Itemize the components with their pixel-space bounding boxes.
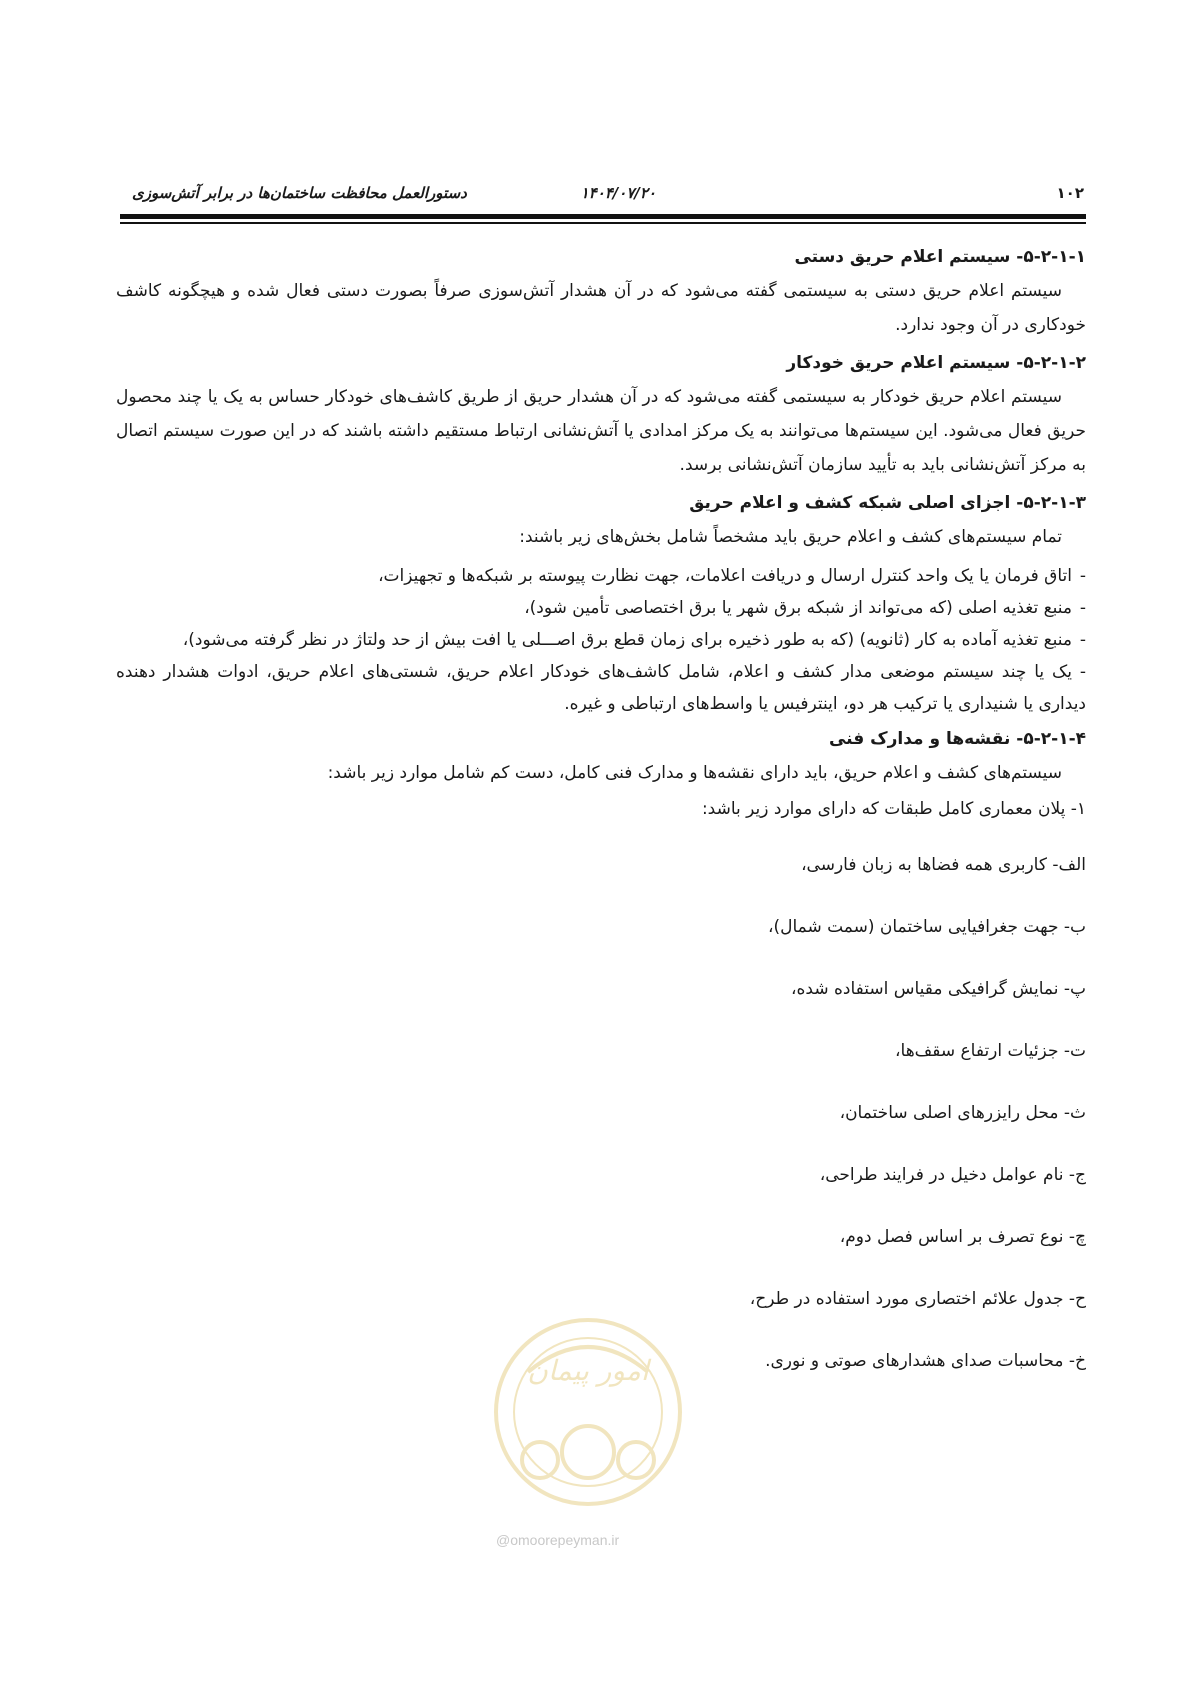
list-dash: -	[1079, 662, 1086, 682]
page-number: ۱۰۲	[1056, 184, 1084, 202]
numbered-item: ۱- پلان معماری کامل طبقات که دارای موارد زیر باشد:	[701, 799, 1086, 819]
page-header	[120, 180, 1086, 206]
list-item	[116, 624, 1086, 656]
list-dash: -	[1079, 630, 1086, 650]
list-item	[116, 656, 1086, 720]
section-paragraph-automatic: سیستم اعلام حریق خودکار به سیستمی گفته می‌شود که در آن هشدار حریق از طریق کاشف‌های خودکار حساس به یک یا چند محصول حریق فعال می‌شود. این سیستم‌ها می‌توانند به یک مرکز امدادی یا آتش‌نشانی ارتباط مستقیم داشته باشند که در این صورت سیستم اتصال به مرکز آتش‌نشانی باید به تأیید سازمان آتش‌نشانی برسد.	[116, 387, 1086, 475]
section-lead-drawings: سیستم‌های کشف و اعلام حریق، باید دارای نقشه‌ها و مدارک فنی کامل، دست کم شامل موارد زیر باشد:	[327, 763, 1062, 783]
list-dash: -	[1079, 566, 1086, 586]
list-item-text: اتاق فرمان یا یک واحد کنترل ارسال و دریافت اعلامات، جهت نظارت پیوسته بر شبکه‌ها و تجهیزات،	[378, 566, 1072, 586]
list-item-text: یک یا چند سیستم موضعی مدار کشف و اعلام، شامل کاشف‌های خودکار اعلام حریق، شستی‌های اعلام حریق، ادوات هشدار دهنده دیداری یا شنیداری یا ترکیب هر دو، اینترفیس یا واسط‌های ارتباطی و غیره.	[116, 662, 1086, 714]
list-item-text: منبع تغذیه اصلی (که می‌تواند از شبکه برق شهر یا برق اختصاصی تأمین شود)،	[524, 598, 1072, 618]
list-item-text: منبع تغذیه آماده به کار (ثانویه) (که به طور ذخیره برای زمان قطع برق اصـــلی یا افت بیش از حد ولتاژ در نظر گرفته می‌شود)،	[182, 630, 1072, 650]
header-rule-thin	[120, 222, 1086, 224]
section-lead-components: تمام سیستم‌های کشف و اعلام حریق باید مشخصاً شامل بخش‌های زیر باشند:	[519, 527, 1062, 547]
sub-item: ح- جدول علائم اختصاری مورد استفاده در طرح،	[749, 1289, 1086, 1309]
sub-item: ث- محل رایزرهای اصلی ساختمان،	[839, 1103, 1086, 1123]
section-heading-manual: ۵-۲-۱-۱- سیستم اعلام حریق دستی	[794, 247, 1086, 267]
section-heading-components: ۵-۲-۱-۳- اجزای اصلی شبکه کشف و اعلام حریق	[689, 493, 1086, 513]
watermark-seal-icon	[488, 1302, 688, 1522]
sub-item: ت- جزئیات ارتفاع سقف‌ها،	[895, 1041, 1086, 1061]
header-rule-thick	[120, 214, 1086, 219]
watermark-url: @omoorepeyman.ir	[496, 1532, 620, 1548]
header-title: دستورالعمل محافظت ساختمان‌ها در برابر آتش‌سوزی	[132, 184, 467, 202]
section-paragraph-manual: سیستم اعلام حریق دستی به سیستمی گفته می‌شود که در آن هشدار آتش‌سوزی صرفاً بصورت دستی فعال شده و هیچگونه کاشف خودکاری در آن وجود ندارد.	[116, 281, 1086, 335]
document-body	[116, 244, 1086, 1406]
sub-item: ج- نام عوامل دخیل در فرایند طراحی،	[819, 1165, 1086, 1185]
sub-item: چ- نوع تصرف بر اساس فصل دوم،	[839, 1227, 1086, 1247]
list-dash: -	[1079, 598, 1086, 618]
section-heading-automatic: ۵-۲-۱-۲- سیستم اعلام حریق خودکار	[786, 353, 1086, 373]
section-heading-drawings: ۵-۲-۱-۴- نقشه‌ها و مدارک فنی	[828, 729, 1086, 749]
list-item	[116, 592, 1086, 624]
sub-item: ب- جهت جغرافیایی ساختمان (سمت شمال)،	[767, 917, 1086, 937]
svg-text:امور پیمان: امور پیمان	[527, 1354, 649, 1387]
sub-item: پ- نمایش گرافیکی مقیاس استفاده شده،	[791, 979, 1086, 999]
sub-item: الف- کاربری همه فضاها به زبان فارسی،	[801, 855, 1086, 875]
list-item	[116, 560, 1086, 592]
header-date: ۱۴۰۴/۰۷/۲۰	[580, 184, 656, 202]
sub-item: خ- محاسبات صدای هشدارهای صوتی و نوری.	[765, 1351, 1086, 1371]
